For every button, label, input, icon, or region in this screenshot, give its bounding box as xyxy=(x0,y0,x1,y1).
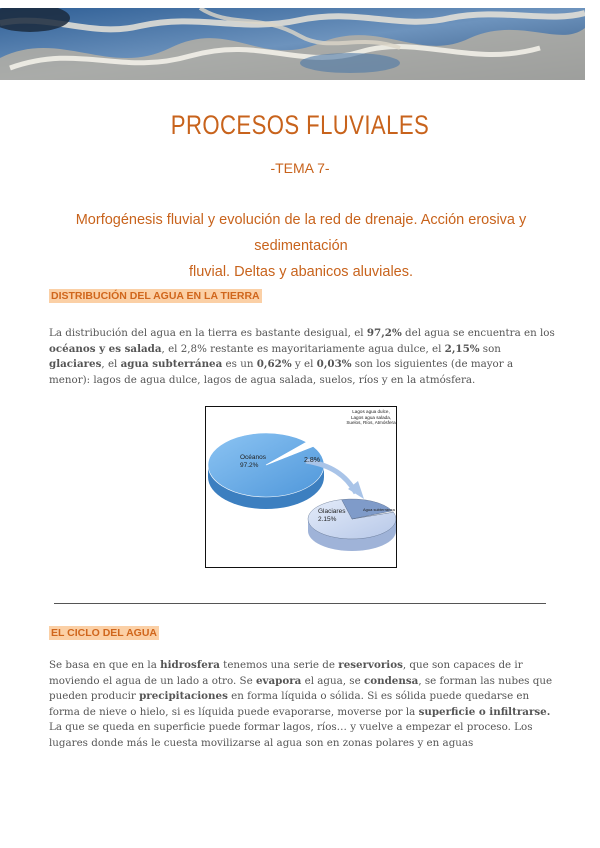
bold-run: 2,15% xyxy=(444,342,480,355)
bold-run: evapora xyxy=(255,674,302,687)
text-run: son los siguientes (de mayor a menor): lagos de agua dulce, lagos de agua salada, suelos, ríos y en la atmósfera. xyxy=(49,358,514,386)
section-paragraph-distribucion xyxy=(49,326,555,388)
bold-run: 0,03% xyxy=(316,358,352,370)
section-divider xyxy=(54,603,546,604)
text-run: La que se queda en superficie puede formar lagos, ríos… y vuelve a empezar el proceso. Los lugares donde más le cuesta movilizarse al agua son en zonas polares y en aguas xyxy=(49,721,533,749)
page-title: PROCESOS FLUVIALES xyxy=(170,110,430,140)
topic-description-line-2: fluvial. Deltas y abanicos aluviales. xyxy=(188,264,414,280)
header-river-image xyxy=(0,8,585,80)
text-run: es un xyxy=(222,358,257,370)
bold-run: 97,2% xyxy=(366,327,402,339)
topic-description-line-1: Morfogénesis fluvial y evolución de la red de drenaje. Acción erosiva y sedimentación xyxy=(75,212,527,254)
text-run: en forma líquida o sólida. Si es sólida puede quedarse en forma de nieve o hielo, si es líquida puede evaporarse, moverse por la xyxy=(49,690,530,718)
text-run: Se basa en que en la xyxy=(49,659,161,671)
label-oceanos-pct: 97.2% xyxy=(240,462,259,469)
bold-run: 0,62% xyxy=(256,358,292,370)
bold-run: superficie o infiltrarse. xyxy=(418,705,551,718)
pie-chart-svg xyxy=(206,407,396,567)
text-run: , el 2,8% restante es mayoritariamente agua dulce, el xyxy=(161,342,445,355)
bold-run: agua subterránea xyxy=(120,358,223,370)
bold-run: reservorios xyxy=(338,659,403,671)
section-heading-ciclo: EL CICLO DEL AGUA xyxy=(51,627,157,639)
section-heading-distribucion: DISTRIBUCIÓN DEL AGUA EN LA TIERRA xyxy=(51,290,260,302)
river-image-art xyxy=(0,8,585,80)
bold-run: glaciares xyxy=(49,358,102,370)
bold-run: precipitaciones xyxy=(139,690,228,702)
label-small-categories: Lagos agua dulce, Lagos agua salada, Suelos, Ríos, Atmósfera xyxy=(346,409,396,426)
pie-main xyxy=(208,433,324,497)
text-run: , el xyxy=(101,358,121,370)
text-run: del agua se encuentra en los xyxy=(401,327,555,339)
bold-run: condensa xyxy=(363,674,419,687)
page-subtitle: -TEMA 7- xyxy=(270,160,330,176)
text-run: el agua, se xyxy=(301,674,364,687)
bold-run: hidrosfera xyxy=(160,659,220,671)
topic-description xyxy=(62,207,540,285)
label-oceanos: Océanos xyxy=(240,454,267,461)
label-glaciares: Glaciares xyxy=(318,508,346,515)
label-subterranea: Agua subterránea xyxy=(363,507,395,512)
text-run: son xyxy=(479,342,501,355)
water-distribution-chart xyxy=(205,406,397,568)
label-glaciares-pct: 2.15% xyxy=(318,516,337,523)
bold-run: océanos y es salada xyxy=(49,342,162,355)
text-run: , se forman las nubes que pueden producir xyxy=(49,674,553,702)
text-run: La distribución del agua en la tierra es bastante desigual, el xyxy=(49,327,367,339)
text-run: tenemos una serie de xyxy=(219,659,339,671)
section-paragraph-ciclo xyxy=(49,658,555,751)
label-rest-pct: 2.8% xyxy=(304,457,320,464)
legend-small-wrap xyxy=(346,409,396,469)
text-run: y el xyxy=(291,358,317,370)
text-run: , que son capaces de ir moviendo el agua de un lado a otro. Se xyxy=(49,659,523,687)
